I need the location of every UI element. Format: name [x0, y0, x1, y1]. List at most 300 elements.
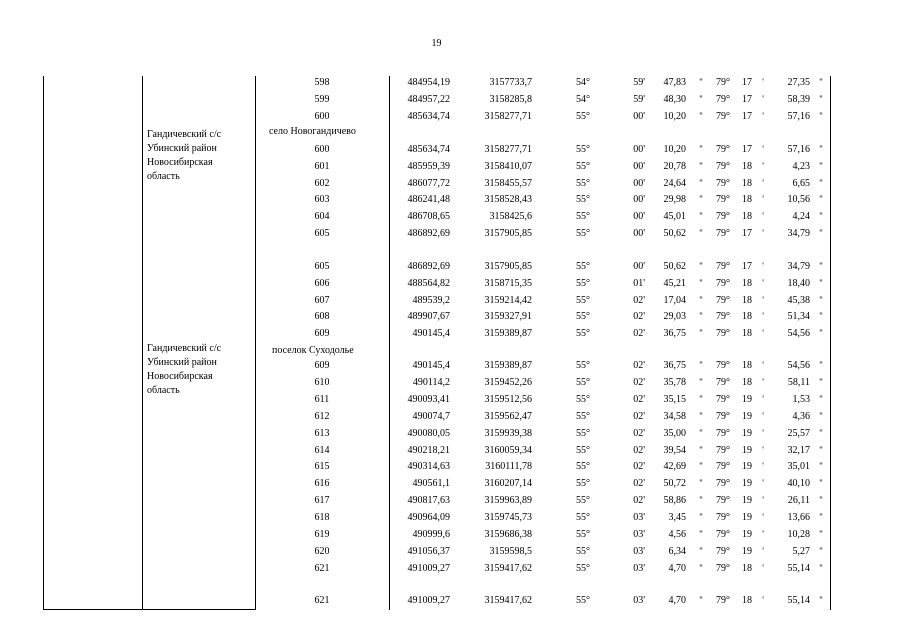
- lat-degrees: 55°: [576, 144, 590, 155]
- lat-minutes: 02': [633, 360, 645, 371]
- seconds-mark: ": [819, 261, 823, 271]
- table-row: [0, 425, 905, 442]
- lon-seconds: 35,01: [787, 461, 810, 473]
- lon-seconds: 54,56: [787, 360, 810, 371]
- seconds-mark: ": [819, 595, 823, 605]
- minutes-mark: ': [762, 595, 764, 605]
- lon-minutes: 19: [742, 427, 752, 439]
- lon-seconds: 13,66: [787, 512, 810, 524]
- lon-seconds: 45,38: [787, 294, 810, 306]
- table-row: [0, 141, 905, 158]
- seconds-mark: ": [819, 376, 823, 387]
- lon-degrees: 79°: [716, 461, 730, 473]
- seconds-mark: ": [699, 376, 703, 387]
- seconds-mark: ": [699, 360, 703, 370]
- table-row: [0, 208, 905, 225]
- region-line: область: [147, 385, 180, 396]
- minutes-mark: ': [762, 495, 764, 506]
- lat-degrees: 55°: [576, 529, 590, 540]
- lon-minutes: 18: [742, 311, 752, 323]
- minutes-mark: ': [762, 376, 764, 387]
- lat-seconds: 42,69: [663, 461, 686, 473]
- point-number: 621: [314, 595, 330, 606]
- minutes-mark: ': [762, 562, 764, 573]
- point-number: 607: [314, 294, 330, 306]
- lon-degrees: 79°: [716, 77, 730, 88]
- lat-minutes: 59': [633, 94, 645, 105]
- table-row: [0, 258, 905, 275]
- lon-minutes: 18: [742, 211, 752, 223]
- lat-degrees: 55°: [576, 261, 590, 272]
- coord-y: 3159745,73: [484, 512, 532, 524]
- point-number: 613: [314, 427, 330, 439]
- coord-y: 3158277,71: [484, 144, 532, 155]
- table-row: [0, 325, 905, 342]
- seconds-mark: ": [819, 311, 823, 322]
- minutes-mark: ': [762, 478, 764, 489]
- lat-seconds: 50,72: [663, 478, 686, 490]
- lat-seconds: 17,04: [663, 294, 686, 306]
- seconds-mark: ": [699, 461, 703, 472]
- coord-y: 3159389,87: [484, 360, 532, 371]
- minutes-mark: ': [762, 311, 764, 322]
- lat-degrees: 55°: [576, 410, 590, 422]
- point-number: 606: [314, 277, 330, 289]
- lat-seconds: 24,64: [663, 177, 686, 189]
- coord-x: 490145,4: [412, 328, 450, 340]
- lon-degrees: 79°: [716, 427, 730, 439]
- lon-minutes: 17: [742, 77, 752, 88]
- lat-seconds: 45,21: [663, 277, 686, 289]
- seconds-mark: ": [699, 410, 703, 421]
- coord-y: 3159939,38: [484, 427, 532, 439]
- seconds-mark: ": [819, 444, 823, 455]
- lon-seconds: 58,39: [787, 94, 810, 105]
- lon-degrees: 79°: [716, 562, 730, 574]
- seconds-mark: ": [819, 512, 823, 523]
- point-number: 611: [314, 393, 330, 405]
- lat-minutes: 00': [633, 177, 645, 189]
- lat-minutes: 02': [633, 393, 645, 405]
- lat-degrees: 55°: [576, 277, 590, 289]
- lat-seconds: 4,70: [668, 595, 686, 606]
- lat-degrees: 55°: [576, 595, 590, 606]
- seconds-mark: ": [819, 277, 823, 288]
- coord-x: 486708,65: [407, 211, 450, 223]
- lon-degrees: 79°: [716, 177, 730, 189]
- coord-y: 3158410,07: [484, 160, 532, 172]
- lat-minutes: 59': [633, 77, 645, 88]
- seconds-mark: ": [699, 427, 703, 438]
- lon-seconds: 58,11: [787, 376, 810, 388]
- lon-degrees: 79°: [716, 261, 730, 272]
- lon-minutes: 17: [742, 144, 752, 155]
- seconds-mark: ": [699, 311, 703, 322]
- section-label-2: поселок Суходолье: [272, 345, 354, 356]
- lon-minutes: 17: [742, 94, 752, 105]
- lon-minutes: 17: [742, 261, 752, 272]
- lon-minutes: 19: [742, 478, 752, 490]
- lat-degrees: 55°: [576, 111, 590, 122]
- lat-seconds: 10,20: [663, 111, 686, 122]
- lon-seconds: 57,16: [787, 111, 810, 122]
- coord-y: 3158455,57: [484, 177, 532, 189]
- point-number: 616: [314, 478, 330, 490]
- minutes-mark: ': [762, 512, 764, 523]
- point-number: 600: [314, 111, 330, 122]
- minutes-mark: ': [762, 94, 764, 104]
- lat-degrees: 55°: [576, 311, 590, 323]
- minutes-mark: ': [762, 427, 764, 438]
- lon-degrees: 79°: [716, 360, 730, 371]
- coord-y: 3157905,85: [484, 261, 532, 272]
- lon-degrees: 79°: [716, 94, 730, 105]
- table-row: [0, 526, 905, 543]
- lon-degrees: 79°: [716, 194, 730, 206]
- region-line: Убинский район: [147, 143, 217, 154]
- lon-degrees: 79°: [716, 228, 730, 239]
- seconds-mark: ": [819, 228, 823, 238]
- point-number: 599: [314, 94, 330, 105]
- lon-degrees: 79°: [716, 545, 730, 557]
- seconds-mark: ": [819, 427, 823, 438]
- lat-minutes: 02': [633, 311, 645, 323]
- lat-seconds: 35,78: [663, 376, 686, 388]
- point-number: 618: [314, 512, 330, 524]
- lon-seconds: 27,35: [787, 77, 810, 88]
- lon-minutes: 18: [742, 194, 752, 206]
- lon-seconds: 34,79: [787, 261, 810, 272]
- lat-seconds: 4,70: [668, 562, 686, 574]
- coord-y: 3158715,35: [484, 277, 532, 289]
- point-number: 600: [314, 144, 330, 155]
- coord-x: 490817,63: [407, 495, 450, 507]
- coord-x: 490145,4: [412, 360, 450, 371]
- lon-degrees: 79°: [716, 160, 730, 172]
- region-line: Новосибирская: [147, 371, 213, 382]
- seconds-mark: ": [819, 545, 823, 556]
- lat-degrees: 55°: [576, 194, 590, 206]
- seconds-mark: ": [699, 261, 703, 271]
- lat-minutes: 02': [633, 495, 645, 507]
- seconds-mark: ": [699, 77, 703, 87]
- lon-minutes: 19: [742, 393, 752, 405]
- lon-seconds: 34,79: [787, 228, 810, 239]
- table-row: [0, 275, 905, 292]
- coord-x: 489539,2: [412, 294, 450, 306]
- point-number: 617: [314, 495, 330, 507]
- coord-x: 490999,6: [412, 529, 450, 540]
- lat-minutes: 03': [633, 529, 645, 540]
- coord-y: 3159417,62: [484, 595, 532, 606]
- page-number: 19: [431, 38, 442, 49]
- table-row: [0, 357, 905, 374]
- lat-degrees: 55°: [576, 294, 590, 306]
- lon-degrees: 79°: [716, 277, 730, 289]
- coord-y: 3158277,71: [484, 111, 532, 122]
- seconds-mark: ": [819, 529, 823, 539]
- lat-minutes: 02': [633, 294, 645, 306]
- point-number: 609: [314, 328, 330, 340]
- seconds-mark: ": [699, 94, 703, 104]
- lat-seconds: 48,30: [663, 94, 686, 105]
- point-number: 619: [314, 529, 330, 540]
- minutes-mark: ': [762, 160, 764, 171]
- coord-x: 486077,72: [407, 177, 450, 189]
- lon-minutes: 18: [742, 328, 752, 340]
- seconds-mark: ": [699, 277, 703, 288]
- lat-seconds: 6,34: [668, 545, 686, 557]
- lon-seconds: 26,11: [787, 495, 810, 507]
- seconds-mark: ": [699, 194, 703, 205]
- coord-x: 490093,41: [407, 393, 450, 405]
- lat-minutes: 00': [633, 111, 645, 122]
- seconds-mark: ": [819, 360, 823, 370]
- table-row: [0, 492, 905, 509]
- lon-minutes: 19: [742, 545, 752, 557]
- seconds-mark: ": [819, 562, 823, 573]
- lon-minutes: 18: [742, 562, 752, 574]
- point-number: 614: [314, 444, 330, 456]
- lat-minutes: 03': [633, 595, 645, 606]
- lat-minutes: 03': [633, 545, 645, 557]
- coord-x: 485634,74: [407, 144, 450, 155]
- coord-x: 490218,21: [407, 444, 450, 456]
- lon-seconds: 55,14: [787, 595, 810, 606]
- minutes-mark: ': [762, 328, 764, 339]
- coord-y: 3158528,43: [484, 194, 532, 206]
- lon-minutes: 17: [742, 228, 752, 239]
- table-row: [0, 292, 905, 309]
- lat-minutes: 02': [633, 410, 645, 422]
- minutes-mark: ': [762, 177, 764, 188]
- lat-seconds: 36,75: [663, 360, 686, 371]
- point-number: 615: [314, 461, 330, 473]
- table-row: [0, 408, 905, 425]
- lat-minutes: 02': [633, 328, 645, 340]
- lat-degrees: 54°: [576, 94, 590, 105]
- table-row: [0, 225, 905, 242]
- lon-degrees: 79°: [716, 144, 730, 155]
- lon-minutes: 18: [742, 294, 752, 306]
- seconds-mark: ": [819, 160, 823, 171]
- lon-seconds: 4,36: [792, 410, 810, 422]
- lon-minutes: 19: [742, 529, 752, 540]
- point-number: 605: [314, 261, 330, 272]
- lon-seconds: 32,17: [787, 444, 810, 456]
- lat-seconds: 58,86: [663, 495, 686, 507]
- seconds-mark: ": [699, 495, 703, 506]
- table-row: [0, 191, 905, 208]
- lat-degrees: 55°: [576, 461, 590, 473]
- coord-y: 3160059,34: [484, 444, 532, 456]
- coord-x: 490964,09: [407, 512, 450, 524]
- seconds-mark: ": [699, 478, 703, 489]
- lon-degrees: 79°: [716, 444, 730, 456]
- lon-seconds: 4,23: [792, 160, 810, 172]
- minutes-mark: ': [762, 228, 764, 238]
- coord-x: 491056,37: [407, 545, 450, 557]
- lat-minutes: 00': [633, 261, 645, 272]
- seconds-mark: ": [819, 194, 823, 205]
- minutes-mark: ': [762, 211, 764, 222]
- lon-seconds: 5,27: [792, 545, 810, 557]
- coord-x: 491009,27: [407, 562, 450, 574]
- lat-seconds: 34,58: [663, 410, 686, 422]
- lat-minutes: 02': [633, 478, 645, 490]
- coord-y: 3159327,91: [484, 311, 532, 323]
- coord-x: 489907,67: [407, 311, 450, 323]
- lon-seconds: 10,56: [787, 194, 810, 206]
- point-number: 621: [314, 562, 330, 574]
- lat-seconds: 36,75: [663, 328, 686, 340]
- seconds-mark: ": [699, 328, 703, 339]
- coord-x: 485634,74: [407, 111, 450, 122]
- lat-seconds: 20,78: [663, 160, 686, 172]
- section-label-1: село Новогандичево: [269, 126, 356, 137]
- lat-degrees: 55°: [576, 211, 590, 223]
- point-number: 601: [314, 160, 330, 172]
- lon-minutes: 18: [742, 177, 752, 189]
- lat-minutes: 03': [633, 512, 645, 524]
- seconds-mark: ": [699, 562, 703, 573]
- minutes-mark: ': [762, 77, 764, 87]
- lat-minutes: 02': [633, 461, 645, 473]
- lon-degrees: 79°: [716, 294, 730, 306]
- seconds-mark: ": [819, 393, 823, 404]
- lon-degrees: 79°: [716, 376, 730, 388]
- coord-x: 484957,22: [407, 94, 450, 105]
- table-row: [0, 509, 905, 526]
- table-row: [0, 74, 905, 91]
- coord-y: 3159452,26: [484, 376, 532, 388]
- lon-seconds: 40,10: [787, 478, 810, 490]
- lon-minutes: 19: [742, 512, 752, 524]
- lon-minutes: 19: [742, 410, 752, 422]
- point-number: 602: [314, 177, 330, 189]
- lon-degrees: 79°: [716, 410, 730, 422]
- lat-seconds: 45,01: [663, 211, 686, 223]
- seconds-mark: ": [819, 144, 823, 154]
- lat-minutes: 00': [633, 211, 645, 223]
- lon-minutes: 19: [742, 444, 752, 456]
- minutes-mark: ': [762, 410, 764, 421]
- coord-y: 3159963,89: [484, 495, 532, 507]
- lon-minutes: 18: [742, 595, 752, 606]
- seconds-mark: ": [699, 144, 703, 154]
- minutes-mark: ': [762, 444, 764, 455]
- coord-y: 3159686,38: [484, 529, 532, 540]
- lat-seconds: 47,83: [663, 77, 686, 88]
- seconds-mark: ": [819, 328, 823, 339]
- lon-seconds: 4,24: [792, 211, 810, 223]
- table-row: [0, 458, 905, 475]
- region-line: Новосибирская: [147, 157, 213, 168]
- coord-x: 490114,2: [412, 376, 450, 388]
- lon-degrees: 79°: [716, 393, 730, 405]
- lon-seconds: 57,16: [787, 144, 810, 155]
- lat-minutes: 00': [633, 160, 645, 172]
- lat-degrees: 55°: [576, 376, 590, 388]
- lat-seconds: 4,56: [668, 529, 686, 540]
- coord-y: 3159389,87: [484, 328, 532, 340]
- lat-minutes: 00': [633, 144, 645, 155]
- point-number: 604: [314, 211, 330, 223]
- point-number: 608: [314, 311, 330, 323]
- coord-y: 3158425,6: [489, 211, 532, 223]
- seconds-mark: ": [819, 94, 823, 104]
- coord-x: 491009,27: [407, 595, 450, 606]
- coord-y: 3159417,62: [484, 562, 532, 574]
- point-number: 603: [314, 194, 330, 206]
- coord-y: 3160111,78: [485, 461, 532, 473]
- lat-seconds: 50,62: [663, 261, 686, 272]
- lon-degrees: 79°: [716, 495, 730, 507]
- lon-seconds: 51,34: [787, 311, 810, 323]
- lat-degrees: 55°: [576, 512, 590, 524]
- lat-seconds: 29,98: [663, 194, 686, 206]
- lon-degrees: 79°: [716, 512, 730, 524]
- lon-seconds: 25,57: [787, 427, 810, 439]
- minutes-mark: ': [762, 194, 764, 205]
- seconds-mark: ": [699, 294, 703, 305]
- coord-y: 3159512,56: [484, 393, 532, 405]
- point-number: 612: [314, 410, 330, 422]
- coord-x: 488564,82: [407, 277, 450, 289]
- coord-y: 3159598,5: [489, 545, 532, 557]
- lat-degrees: 55°: [576, 562, 590, 574]
- minutes-mark: ': [762, 277, 764, 288]
- coord-x: 490074,7: [412, 410, 450, 422]
- table-row: [0, 560, 905, 577]
- lat-degrees: 55°: [576, 160, 590, 172]
- seconds-mark: ": [699, 595, 703, 605]
- seconds-mark: ": [699, 111, 703, 121]
- table-row: [0, 108, 905, 125]
- coord-x: 490314,63: [407, 461, 450, 473]
- lat-seconds: 10,20: [663, 144, 686, 155]
- lat-minutes: 03': [633, 562, 645, 574]
- lat-degrees: 55°: [576, 444, 590, 456]
- minutes-mark: ': [762, 529, 764, 539]
- lat-seconds: 50,62: [663, 228, 686, 239]
- table-row: [0, 391, 905, 408]
- table-row: [0, 374, 905, 391]
- lon-minutes: 18: [742, 160, 752, 172]
- table-row: [0, 475, 905, 492]
- minutes-mark: ': [762, 393, 764, 404]
- minutes-mark: ': [762, 294, 764, 305]
- minutes-mark: ': [762, 360, 764, 370]
- seconds-mark: ": [819, 111, 823, 121]
- region-line: Убинский район: [147, 357, 217, 368]
- point-number: 620: [314, 545, 330, 557]
- seconds-mark: ": [699, 545, 703, 556]
- seconds-mark: ": [819, 177, 823, 188]
- lat-degrees: 55°: [576, 393, 590, 405]
- lat-seconds: 39,54: [663, 444, 686, 456]
- seconds-mark: ": [819, 478, 823, 489]
- lat-degrees: 54°: [576, 77, 590, 88]
- lat-degrees: 55°: [576, 427, 590, 439]
- lat-minutes: 01': [633, 277, 645, 289]
- coord-x: 490080,05: [407, 427, 450, 439]
- seconds-mark: ": [819, 410, 823, 421]
- coord-x: 486892,69: [407, 261, 450, 272]
- minutes-mark: ': [762, 261, 764, 271]
- lon-minutes: 19: [742, 461, 752, 473]
- seconds-mark: ": [819, 461, 823, 472]
